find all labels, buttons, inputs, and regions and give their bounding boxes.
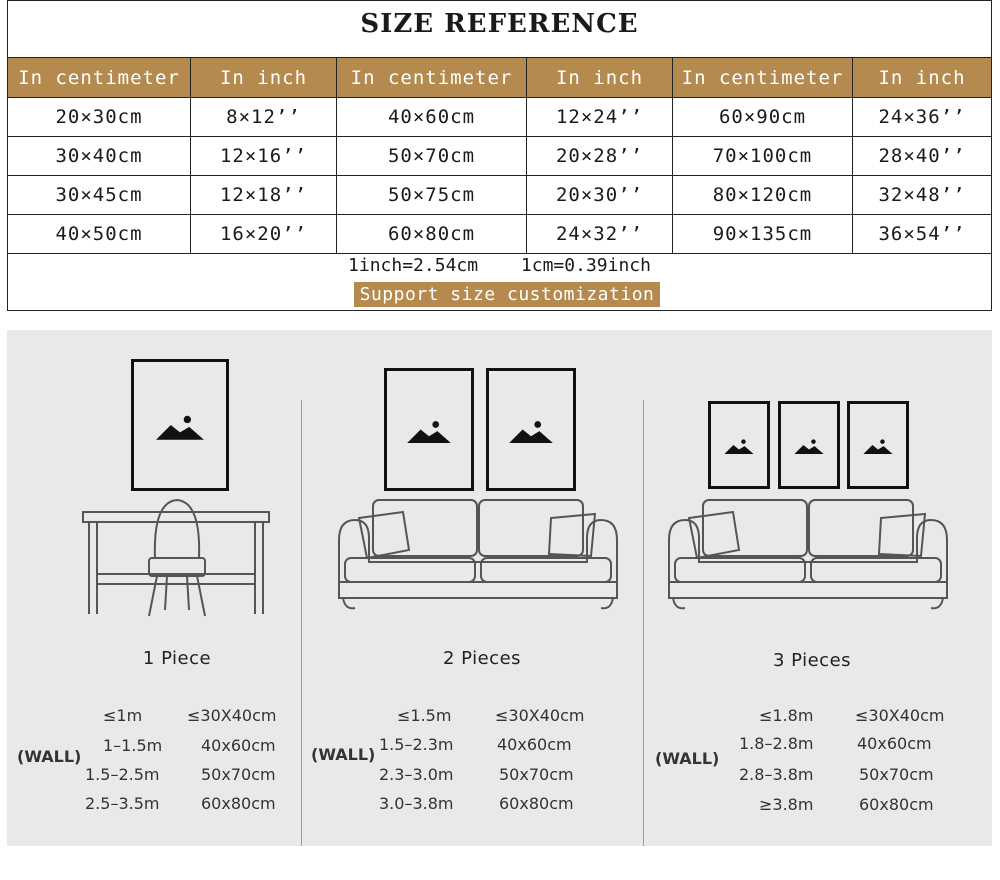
print-size: ≤30X40cm: [495, 706, 585, 725]
table-row: [8, 98, 992, 137]
print-size: 60x80cm: [201, 794, 276, 813]
wall-size-guide: [7, 330, 992, 846]
table-cell: 60×80cm: [337, 215, 527, 254]
size-table: [7, 57, 992, 254]
unit-conversion: [8, 255, 991, 276]
wall-width: 2.8–3.8m: [739, 765, 814, 784]
print-size: 50x70cm: [201, 765, 276, 784]
print-size: 50x70cm: [859, 765, 934, 784]
picture-frame-icon: [384, 368, 474, 491]
column-divider: [301, 400, 302, 846]
size-reference-title: SIZE REFERENCE: [360, 9, 639, 39]
table-cell: 12×18’’: [191, 176, 337, 215]
column-title: 2 Pieces: [442, 648, 522, 669]
table-cell: 24×32’’: [527, 215, 673, 254]
wall-width: ≤1m: [103, 706, 143, 725]
table-cell: 60×90cm: [673, 98, 853, 137]
sofa-icon: [663, 498, 953, 616]
table-cell: 16×20’’: [191, 215, 337, 254]
wall-width: 1.5–2.3m: [379, 735, 454, 754]
table-cell: 24×36’’: [853, 98, 992, 137]
wall-width: 1.5–2.5m: [85, 765, 160, 784]
print-size: 40x60cm: [201, 736, 276, 755]
wall-width: 3.0–3.8m: [379, 794, 454, 813]
table-row: [8, 137, 992, 176]
column-title: 1 Piece: [142, 648, 212, 669]
print-size: ≤30X40cm: [187, 706, 277, 725]
conversion-inch: 1inch=2.54cm: [348, 255, 479, 276]
table-cell: 70×100cm: [673, 137, 853, 176]
header-cell: In centimeter: [337, 58, 527, 98]
table-cell: 8×12’’: [191, 98, 337, 137]
sofa-icon: [333, 498, 623, 616]
column-divider: [643, 400, 644, 846]
table-cell: 28×40’’: [853, 137, 992, 176]
wall-width: 2.3–3.0m: [379, 765, 454, 784]
table-cell: 20×28’’: [527, 137, 673, 176]
print-size: 50x70cm: [499, 765, 574, 784]
wall-label: (WALL): [17, 747, 82, 766]
size-reference-table: [7, 0, 992, 311]
picture-frame-icon: [486, 368, 576, 491]
column-title: 3 Pieces: [772, 650, 852, 671]
customization-banner: Support size customization: [354, 282, 660, 307]
print-size: 40x60cm: [497, 735, 572, 754]
wall-width: ≥3.8m: [759, 795, 814, 814]
table-cell: 80×120cm: [673, 176, 853, 215]
header-cell: In centimeter: [8, 58, 191, 98]
picture-frame-icon: [778, 401, 840, 489]
table-cell: 30×45cm: [8, 176, 191, 215]
table-row: [8, 176, 992, 215]
print-size: 60x80cm: [499, 794, 574, 813]
picture-frame-icon: [708, 401, 770, 489]
table-cell: 40×60cm: [337, 98, 527, 137]
wall-width: 1–1.5m: [103, 736, 163, 755]
header-cell: In inch: [191, 58, 337, 98]
wall-width: ≤1.5m: [397, 706, 452, 725]
table-cell: 12×24’’: [527, 98, 673, 137]
table-cell: 20×30’’: [527, 176, 673, 215]
picture-frame-icon: [131, 359, 229, 491]
table-cell: 50×75cm: [337, 176, 527, 215]
header-cell: In inch: [853, 58, 992, 98]
wall-label: (WALL): [311, 745, 376, 764]
print-size: 40x60cm: [857, 734, 932, 753]
wall-width: 1.8–2.8m: [739, 734, 814, 753]
table-cell: 36×54’’: [853, 215, 992, 254]
table-cell: 20×30cm: [8, 98, 191, 137]
header-cell: In centimeter: [673, 58, 853, 98]
header-row: [8, 58, 992, 98]
wall-label: (WALL): [655, 749, 720, 768]
conversion-cm: 1cm=0.39inch: [520, 255, 651, 276]
print-size: ≤30X40cm: [855, 706, 945, 725]
wall-width: ≤1.8m: [759, 706, 814, 725]
header-cell: In inch: [527, 58, 673, 98]
table-cell: 50×70cm: [337, 137, 527, 176]
table-cell: 12×16’’: [191, 137, 337, 176]
picture-frame-icon: [847, 401, 909, 489]
table-row: [8, 215, 992, 254]
print-size: 60x80cm: [859, 795, 934, 814]
table-cell: 30×40cm: [8, 137, 191, 176]
table-cell: 40×50cm: [8, 215, 191, 254]
table-cell: 32×48’’: [853, 176, 992, 215]
wall-width: 2.5–3.5m: [85, 794, 160, 813]
table-cell: 90×135cm: [673, 215, 853, 254]
desk-chair-icon: [77, 498, 277, 618]
